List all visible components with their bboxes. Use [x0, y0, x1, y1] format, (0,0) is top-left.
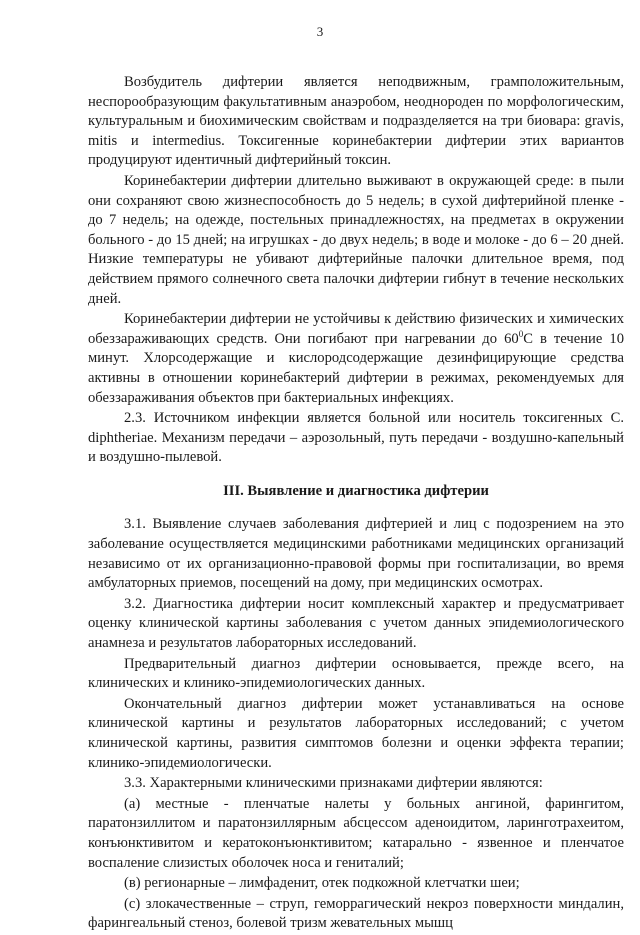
document-body [88, 73, 624, 935]
page-number: 3 [316, 24, 324, 39]
paragraph-final-diagnosis: Окончательный диагноз дифтерии может устанавливаться на основе клинической картины и результатов лабораторных исследований; с учетом клинической картины, развития симптомов болезни и оценки эффекта терапии; клинико-эпидемиологически. [88, 695, 624, 771]
paragraph-disinfection-text-b: С в течение 10 минут. Хлорсодержащие и кислородсодержащие дезинфицирующие средства активны в отношении коринебактерий дифтерии в режимах, рекомендуемых для обеззараживания объектов при бактериальных инфекциях. [88, 330, 624, 406]
paragraph-diagnostics: 3.2. Диагностика дифтерии носит комплексный характер и предусматривает оценку клинической картины заболевания с учетом данных эпидемиологического анамнеза и результатов лабораторных исследований. [88, 595, 624, 652]
paragraph-infection-source: 2.3. Источником инфекции является больной или носитель токсигенных C. diphtheriae. Механизм передачи – аэрозольный, путь передачи - воздушно-капельный и воздушно-пылевой. [88, 410, 624, 466]
paragraph-disinfection [88, 310, 624, 408]
section-heading: III. Выявление и диагностика дифтерии [223, 482, 489, 499]
paragraph-case-detection: 3.1. Выявление случаев заболевания дифтерией и лиц с подозрением на это заболевание осуществляется медицинскими работниками медицинских организаций независимо от их организационно-правовой формы при госпитализации, во время амбулаторных приемов, посещений на дому, при медицинских осмотрах. [88, 516, 624, 592]
list-item-malignant-signs: (с) злокачественные – струп, геморрагический некроз поверхности миндалин, фарингеальный стеноз, болевой тризм жевательных мышц [88, 895, 624, 932]
degree-superscript: 0 [518, 328, 524, 339]
paragraph-clinical-signs: 3.3. Характерными клиническими признаками дифтерии являются: [124, 775, 543, 792]
paragraph-preliminary-diagnosis: Предварительный диагноз дифтерии основывается, прежде всего, на клинических и клинико-эпидемиологических данных. [88, 655, 624, 692]
paragraph-survival: Коринебактерии дифтерии длительно выживают в окружающей среде: в пыли они сохраняют свою жизнеспособность до 5 недель; в сухой дифтерийной пленке - до 7 недель; на одежде, постельных принадлежностях, на предметах в окружении больного - до 15 дней; на игрушках - до двух недель; в воде и молоке - до 6 – 20 дней. Низкие температуры не убивают дифтерийные палочки длительное время, под действием прямого солнечного света палочки дифтерии гибнут в течение нескольких дней. [88, 172, 624, 307]
paragraph-disinfection-text-a: Коринебактерии дифтерии не устойчивы к действию физических и химических обеззараживающих средств. Они погибают при нагревании до 60 [88, 311, 624, 347]
list-item-local-signs: (а) местные - пленчатые налеты у больных ангиной, фарингитом, паратонзиллитом и паратонзиллярным абсцессом аденоидитом, ларинготрахеитом, конъюнктивитом и кератоконъюнктивитом; катарально - язвенное и пленчатое воспаление слизистых оболочек носа и гениталий; [88, 795, 624, 871]
list-item-regional-signs: (в) регионарные – лимфаденит, отек подкожной клетчатки шеи; [124, 875, 520, 892]
paragraph-pathogen: Возбудитель дифтерии является неподвижным, грамположительным, неспорообразующим факультативным анаэробом, неоднороден по морфологическим, культуральным и биохимическим свойствам и подразделяется на три биовара: gravis, mitis и intermedius. Токсигенные коринебактерии дифтерии этих вариантов продуцируют идентичный дифтерийный токсин. [88, 74, 624, 169]
